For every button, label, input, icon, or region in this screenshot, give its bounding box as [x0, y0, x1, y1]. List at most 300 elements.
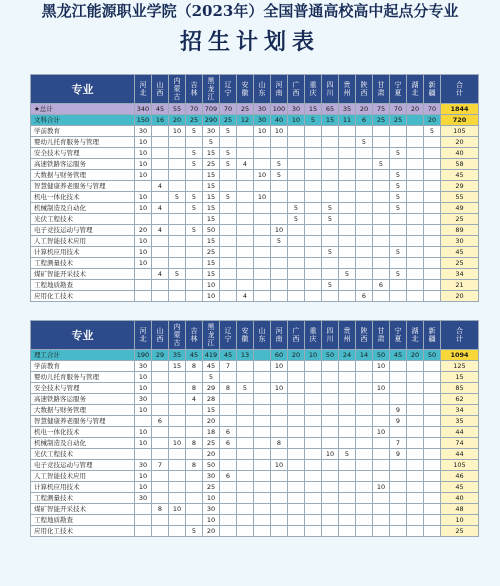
- quota-cell: [424, 438, 441, 449]
- quota-cell: 4: [237, 291, 254, 302]
- quota-cell: [305, 482, 322, 493]
- table-row: [31, 181, 479, 192]
- table-row: [31, 383, 479, 394]
- quota-cell: 8: [186, 383, 203, 394]
- quota-cell: [254, 471, 271, 482]
- row-total-cell: 40: [441, 493, 479, 504]
- quota-cell: [152, 515, 169, 526]
- row-total-cell: 20: [441, 137, 479, 148]
- quota-cell: 10: [135, 438, 152, 449]
- quota-cell: [373, 137, 390, 148]
- province-column-header: 贵 州: [339, 321, 356, 350]
- quota-cell: 5: [373, 159, 390, 170]
- quota-cell: [339, 148, 356, 159]
- major-name-cell: 计算机应用技术: [31, 482, 135, 493]
- quota-cell: 20: [203, 416, 220, 427]
- major-name-cell: 安全技术与管理: [31, 383, 135, 394]
- quota-cell: 29: [152, 350, 169, 361]
- quota-cell: [169, 460, 186, 471]
- quota-cell: 5: [271, 170, 288, 181]
- quota-cell: [322, 438, 339, 449]
- quota-cell: [135, 515, 152, 526]
- quota-cell: 5: [186, 192, 203, 203]
- quota-cell: [220, 372, 237, 383]
- quota-cell: [390, 372, 407, 383]
- quota-cell: [288, 504, 305, 515]
- row-total-cell: 125: [441, 361, 479, 372]
- quota-cell: [339, 247, 356, 258]
- quota-cell: 5: [186, 159, 203, 170]
- quota-cell: 10: [135, 247, 152, 258]
- quota-cell: [407, 247, 424, 258]
- quota-cell: [424, 416, 441, 427]
- quota-cell: [305, 394, 322, 405]
- quota-cell: [424, 383, 441, 394]
- quota-cell: 5: [169, 192, 186, 203]
- quota-cell: [220, 269, 237, 280]
- quota-cell: 5: [237, 383, 254, 394]
- quota-cell: [339, 236, 356, 247]
- quota-cell: [390, 394, 407, 405]
- quota-cell: [237, 427, 254, 438]
- table-row: [31, 504, 479, 515]
- quota-cell: [339, 504, 356, 515]
- quota-cell: [237, 515, 254, 526]
- quota-cell: 5: [356, 137, 373, 148]
- table-row: [31, 405, 479, 416]
- province-column-header: 山 西: [152, 75, 169, 104]
- province-column-header: 安 徽: [237, 321, 254, 350]
- quota-cell: [407, 449, 424, 460]
- quota-cell: [339, 526, 356, 537]
- quota-cell: 5: [203, 372, 220, 383]
- total-column-header: 合 计: [441, 75, 479, 104]
- province-column-header: 广 西: [288, 75, 305, 104]
- province-column-header: 吉 林: [186, 321, 203, 350]
- quota-cell: [135, 181, 152, 192]
- quota-cell: [220, 526, 237, 537]
- major-name-cell: 大数据与财务管理: [31, 405, 135, 416]
- quota-cell: 10: [135, 236, 152, 247]
- quota-cell: [237, 181, 254, 192]
- quota-cell: [271, 192, 288, 203]
- quota-cell: 5: [186, 526, 203, 537]
- quota-cell: 10: [135, 405, 152, 416]
- quota-cell: [169, 482, 186, 493]
- quota-cell: [271, 247, 288, 258]
- quota-cell: [220, 170, 237, 181]
- major-name-cell: 煤矿智能开采技术: [31, 269, 135, 280]
- province-column-header: 宁 夏: [390, 75, 407, 104]
- quota-cell: 18: [203, 427, 220, 438]
- row-total-cell: 49: [441, 203, 479, 214]
- quota-cell: [152, 291, 169, 302]
- quota-cell: [305, 471, 322, 482]
- quota-cell: 5: [322, 214, 339, 225]
- major-name-cell: 应用化工技术: [31, 291, 135, 302]
- quota-cell: [237, 247, 254, 258]
- quota-cell: 5: [424, 126, 441, 137]
- quota-cell: [288, 361, 305, 372]
- quota-cell: [373, 438, 390, 449]
- quota-cell: 5: [322, 247, 339, 258]
- row-total-cell: 1844: [441, 104, 479, 115]
- quota-cell: [390, 383, 407, 394]
- quota-cell: [305, 203, 322, 214]
- quota-cell: [220, 181, 237, 192]
- quota-cell: 10: [135, 258, 152, 269]
- major-name-cell: 学前教育: [31, 361, 135, 372]
- quota-cell: [152, 449, 169, 460]
- quota-cell: [288, 269, 305, 280]
- quota-cell: [152, 493, 169, 504]
- quota-cell: [424, 493, 441, 504]
- quota-cell: 5: [169, 269, 186, 280]
- quota-cell: [254, 236, 271, 247]
- table-row: [31, 394, 479, 405]
- quota-cell: 25: [203, 247, 220, 258]
- quota-cell: [169, 427, 186, 438]
- quota-cell: 70: [390, 104, 407, 115]
- province-column-header: 湖 北: [407, 321, 424, 350]
- quota-cell: [271, 394, 288, 405]
- quota-cell: [169, 493, 186, 504]
- quota-cell: [220, 247, 237, 258]
- row-total-cell: 25: [441, 258, 479, 269]
- table-row: [31, 372, 479, 383]
- row-total-cell: 48: [441, 504, 479, 515]
- quota-cell: [288, 181, 305, 192]
- quota-cell: [407, 493, 424, 504]
- quota-cell: 35: [339, 104, 356, 115]
- quota-cell: [305, 372, 322, 383]
- quota-cell: [339, 258, 356, 269]
- quota-cell: [305, 137, 322, 148]
- province-column-header: 新 疆: [424, 75, 441, 104]
- quota-cell: [424, 170, 441, 181]
- quota-cell: 15: [203, 181, 220, 192]
- quota-cell: 30: [203, 504, 220, 515]
- quota-cell: [390, 482, 407, 493]
- quota-cell: [186, 405, 203, 416]
- table-row: [31, 471, 479, 482]
- quota-cell: 15: [203, 203, 220, 214]
- quota-cell: [220, 225, 237, 236]
- quota-cell: [356, 126, 373, 137]
- major-name-cell: ★总计: [31, 104, 135, 115]
- quota-cell: [254, 383, 271, 394]
- major-name-cell: 婴幼儿托育服务与管理: [31, 137, 135, 148]
- province-column-header: 甘 肃: [373, 75, 390, 104]
- quota-cell: [237, 170, 254, 181]
- major-name-cell: 电子竞技运动与管理: [31, 460, 135, 471]
- quota-cell: [271, 405, 288, 416]
- quota-cell: [169, 137, 186, 148]
- quota-cell: [322, 482, 339, 493]
- quota-cell: 10: [135, 192, 152, 203]
- quota-cell: 20: [203, 449, 220, 460]
- major-name-cell: 婴幼儿托育服务与管理: [31, 372, 135, 383]
- table-header: [31, 321, 479, 350]
- major-column-header: 专业: [31, 75, 135, 104]
- quota-cell: 10: [203, 515, 220, 526]
- quota-cell: 25: [203, 438, 220, 449]
- row-total-cell: 45: [441, 247, 479, 258]
- row-total-cell: 55: [441, 192, 479, 203]
- quota-cell: [356, 236, 373, 247]
- quota-cell: 419: [203, 350, 220, 361]
- science-subtotal-row: [31, 350, 479, 361]
- quota-cell: 10: [135, 471, 152, 482]
- quota-cell: 10: [135, 159, 152, 170]
- quota-cell: [356, 148, 373, 159]
- quota-cell: [169, 181, 186, 192]
- quota-cell: [356, 471, 373, 482]
- quota-cell: [356, 482, 373, 493]
- quota-cell: [305, 181, 322, 192]
- province-column-header: 吉 林: [186, 75, 203, 104]
- quota-cell: 15: [203, 258, 220, 269]
- quota-cell: [254, 181, 271, 192]
- quota-cell: 10: [271, 126, 288, 137]
- table-row: [31, 269, 479, 280]
- quota-cell: [288, 126, 305, 137]
- quota-cell: 6: [220, 427, 237, 438]
- quota-cell: [339, 225, 356, 236]
- quota-cell: 290: [203, 115, 220, 126]
- quota-cell: [339, 416, 356, 427]
- quota-cell: [339, 203, 356, 214]
- quota-cell: [186, 137, 203, 148]
- quota-cell: [407, 504, 424, 515]
- quota-cell: [288, 170, 305, 181]
- quota-cell: 7: [152, 460, 169, 471]
- quota-cell: [254, 269, 271, 280]
- quota-cell: [254, 394, 271, 405]
- quota-cell: [288, 383, 305, 394]
- province-column-header: 重 庆: [305, 75, 322, 104]
- quota-cell: [169, 471, 186, 482]
- major-name-cell: 高速铁路客运服务: [31, 159, 135, 170]
- quota-cell: [152, 372, 169, 383]
- quota-cell: [373, 449, 390, 460]
- quota-cell: 50: [203, 460, 220, 471]
- quota-cell: 10: [373, 383, 390, 394]
- quota-cell: [186, 504, 203, 515]
- quota-cell: [220, 394, 237, 405]
- quota-cell: [288, 471, 305, 482]
- province-column-header: 河 南: [271, 75, 288, 104]
- province-column-header: 安 徽: [237, 75, 254, 104]
- quota-cell: [373, 504, 390, 515]
- quota-cell: [288, 449, 305, 460]
- quota-cell: [339, 280, 356, 291]
- quota-cell: 5: [186, 225, 203, 236]
- table-row: [31, 515, 479, 526]
- total-column-header: 合 计: [441, 321, 479, 350]
- quota-cell: [305, 449, 322, 460]
- table-row: [31, 361, 479, 372]
- quota-cell: [271, 482, 288, 493]
- quota-cell: 10: [203, 493, 220, 504]
- quota-cell: [220, 214, 237, 225]
- quota-cell: [237, 203, 254, 214]
- quota-cell: [356, 449, 373, 460]
- quota-cell: 9: [390, 416, 407, 427]
- quota-cell: [288, 515, 305, 526]
- quota-cell: [288, 460, 305, 471]
- quota-cell: [390, 236, 407, 247]
- quota-cell: [305, 258, 322, 269]
- quota-cell: [288, 291, 305, 302]
- quota-cell: 10: [169, 126, 186, 137]
- quota-cell: [356, 515, 373, 526]
- quota-cell: [339, 493, 356, 504]
- quota-cell: 10: [305, 350, 322, 361]
- quota-cell: [220, 280, 237, 291]
- quota-cell: 30: [135, 493, 152, 504]
- quota-cell: [356, 214, 373, 225]
- major-name-cell: 理工合计: [31, 350, 135, 361]
- quota-cell: 16: [152, 115, 169, 126]
- quota-cell: [305, 383, 322, 394]
- quota-cell: [237, 236, 254, 247]
- quota-cell: 25: [220, 115, 237, 126]
- quota-cell: [339, 515, 356, 526]
- quota-cell: [237, 372, 254, 383]
- quota-cell: [407, 203, 424, 214]
- quota-cell: 30: [135, 126, 152, 137]
- quota-cell: 5: [390, 247, 407, 258]
- quota-cell: [169, 280, 186, 291]
- row-total-cell: 85: [441, 383, 479, 394]
- quota-cell: [254, 159, 271, 170]
- major-column-header: 专业: [31, 321, 135, 350]
- quota-cell: 30: [135, 460, 152, 471]
- quota-cell: [339, 383, 356, 394]
- quota-cell: 25: [237, 104, 254, 115]
- quota-cell: 30: [135, 394, 152, 405]
- quota-cell: [254, 214, 271, 225]
- quota-cell: 5: [288, 214, 305, 225]
- quota-cell: [407, 383, 424, 394]
- quota-cell: [407, 515, 424, 526]
- quota-cell: [373, 225, 390, 236]
- quota-cell: 5: [186, 203, 203, 214]
- row-total-cell: 74: [441, 438, 479, 449]
- quota-cell: [356, 159, 373, 170]
- quota-cell: [169, 159, 186, 170]
- quota-cell: [407, 269, 424, 280]
- quota-cell: 15: [305, 104, 322, 115]
- quota-cell: [390, 126, 407, 137]
- quota-cell: [424, 471, 441, 482]
- quota-cell: [339, 438, 356, 449]
- quota-cell: [288, 192, 305, 203]
- quota-cell: [373, 126, 390, 137]
- quota-cell: [254, 460, 271, 471]
- quota-cell: [373, 291, 390, 302]
- quota-cell: [322, 192, 339, 203]
- quota-cell: [135, 504, 152, 515]
- quota-cell: 70: [186, 104, 203, 115]
- quota-cell: [339, 181, 356, 192]
- province-column-header: 甘 肃: [373, 321, 390, 350]
- quota-cell: [390, 427, 407, 438]
- quota-cell: [305, 159, 322, 170]
- quota-cell: [169, 449, 186, 460]
- quota-cell: [288, 493, 305, 504]
- quota-cell: [356, 269, 373, 280]
- quota-cell: [169, 203, 186, 214]
- quota-cell: 8: [186, 460, 203, 471]
- quota-cell: [305, 405, 322, 416]
- quota-cell: [339, 170, 356, 181]
- quota-cell: [322, 137, 339, 148]
- quota-cell: [152, 471, 169, 482]
- quota-cell: [288, 148, 305, 159]
- quota-cell: 5: [390, 181, 407, 192]
- quota-cell: 28: [203, 394, 220, 405]
- quota-cell: 25: [203, 482, 220, 493]
- quota-cell: [407, 225, 424, 236]
- row-total-cell: 10: [441, 515, 479, 526]
- quota-cell: [271, 214, 288, 225]
- major-name-cell: 学前教育: [31, 126, 135, 137]
- table-row: [31, 493, 479, 504]
- quota-cell: [135, 526, 152, 537]
- quota-cell: [356, 504, 373, 515]
- quota-cell: 10: [135, 482, 152, 493]
- quota-cell: [424, 225, 441, 236]
- quota-cell: 10: [288, 115, 305, 126]
- quota-cell: [152, 280, 169, 291]
- quota-cell: [237, 126, 254, 137]
- quota-cell: [322, 181, 339, 192]
- quota-cell: [186, 449, 203, 460]
- quota-cell: [220, 291, 237, 302]
- quota-cell: [407, 394, 424, 405]
- quota-cell: [322, 148, 339, 159]
- quota-cell: [390, 515, 407, 526]
- row-total-cell: 34: [441, 269, 479, 280]
- quota-cell: [152, 137, 169, 148]
- quota-cell: 10: [135, 203, 152, 214]
- quota-cell: [237, 405, 254, 416]
- quota-cell: [424, 405, 441, 416]
- quota-cell: [305, 361, 322, 372]
- table-row: [31, 460, 479, 471]
- quota-cell: 10: [322, 449, 339, 460]
- quota-cell: 20: [135, 225, 152, 236]
- major-name-cell: 机械制造及自动化: [31, 438, 135, 449]
- quota-cell: [220, 482, 237, 493]
- quota-cell: [356, 394, 373, 405]
- quota-cell: [424, 214, 441, 225]
- quota-cell: [407, 236, 424, 247]
- quota-cell: [305, 247, 322, 258]
- quota-cell: [186, 170, 203, 181]
- quota-cell: 10: [135, 427, 152, 438]
- major-name-cell: 工程地质勘查: [31, 515, 135, 526]
- quota-cell: 10: [135, 372, 152, 383]
- quota-cell: 15: [203, 236, 220, 247]
- quota-cell: [186, 493, 203, 504]
- quota-cell: 5: [390, 148, 407, 159]
- quota-cell: [356, 405, 373, 416]
- province-column-header: 湖 北: [407, 75, 424, 104]
- quota-cell: 50: [322, 350, 339, 361]
